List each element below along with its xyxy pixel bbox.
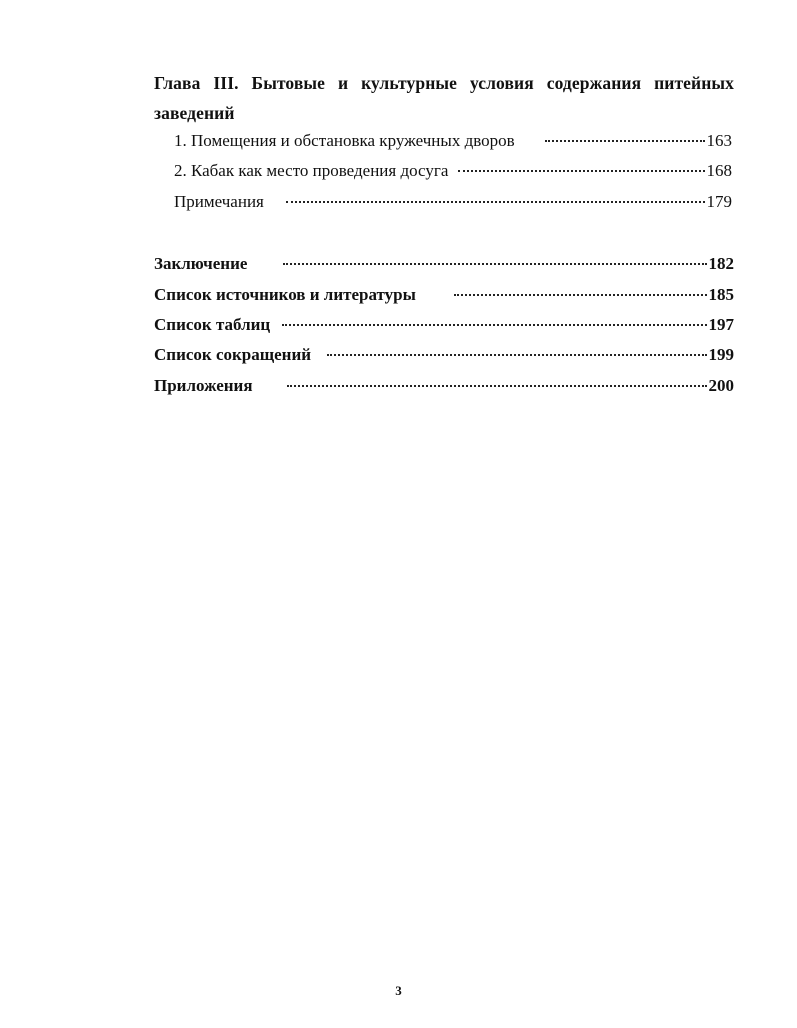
toc-entry-page: 199	[708, 345, 734, 364]
toc-entry-label: Список сокращений	[154, 345, 312, 364]
toc-entry-page: 168	[706, 161, 732, 180]
dot-leader	[458, 168, 704, 172]
toc-entry-label: Приложения	[154, 376, 253, 395]
toc-entry-label: Список источников и литературы	[154, 285, 416, 304]
toc-entry[interactable]	[154, 253, 734, 275]
toc-entry-label: 2. Кабак как место проведения досуга	[174, 161, 449, 180]
toc-entry-page: 197	[708, 315, 734, 334]
page-number: 3	[395, 983, 402, 998]
toc-entry[interactable]	[174, 130, 732, 152]
dot-leader	[454, 292, 707, 296]
dot-leader	[282, 322, 706, 326]
toc-entry[interactable]	[154, 375, 734, 397]
toc-entry-page: 182	[708, 254, 734, 273]
chapter-heading: Глава III. Бытовые и культурные условия содержания питейных заведений	[154, 73, 734, 123]
dot-leader	[286, 199, 705, 203]
toc-entry[interactable]	[154, 344, 734, 366]
toc-entry[interactable]	[174, 191, 732, 213]
toc-entry-label: 1. Помещения и обстановка кружечных дворов	[174, 131, 515, 150]
toc-entry-label: Список таблиц	[154, 315, 271, 334]
dot-leader	[327, 352, 706, 356]
dot-leader	[287, 383, 707, 387]
toc-entry-page: 179	[706, 192, 732, 211]
toc-entry[interactable]	[154, 314, 734, 336]
dot-leader	[283, 261, 706, 265]
toc-entry[interactable]	[174, 160, 732, 182]
toc-entry-page: 200	[708, 376, 734, 395]
toc-entry-label: Примечания	[174, 192, 264, 211]
dot-leader	[545, 138, 705, 142]
toc-entry-page: 163	[706, 131, 732, 150]
toc-entry-page: 185	[708, 285, 734, 304]
toc-entry-label: Заключение	[154, 254, 248, 273]
toc-entry[interactable]	[154, 284, 734, 306]
